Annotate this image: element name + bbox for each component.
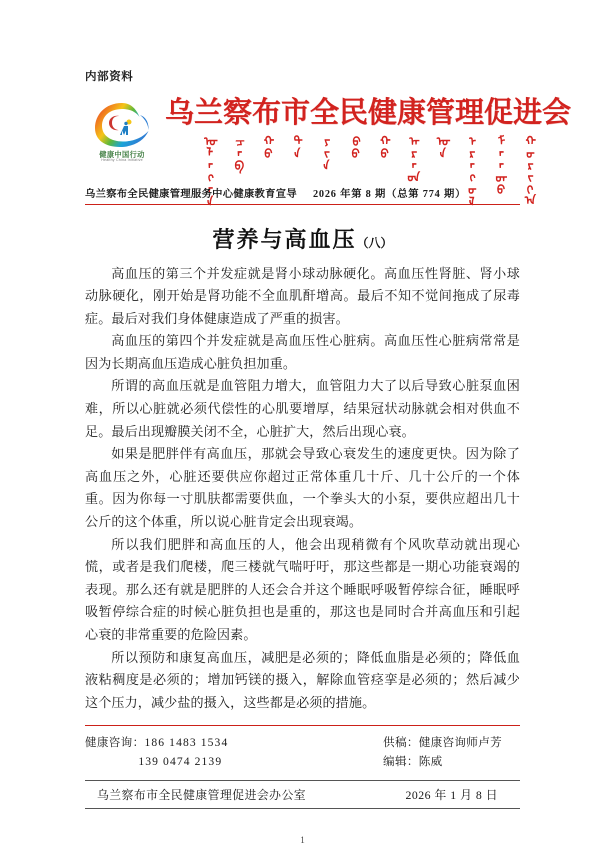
consult-label: 健康咨询：: [85, 736, 145, 750]
contributor-name: 健康咨询师卢芳: [418, 736, 502, 750]
consult-phone-secondary: 139 0474 2139: [138, 755, 223, 769]
mongolian-glyph: ᠠᠷᠠᠳ: [404, 133, 419, 182]
contact-section: [85, 726, 520, 771]
issue-number: 2026 年第 8 期（总第 774 期）: [312, 188, 467, 200]
article-title-main: 营养与高血压: [212, 226, 357, 252]
mongolian-glyph: ᠮᠡᠨᠳᠦ: [491, 133, 506, 194]
contributor-label: 供稿：: [383, 736, 419, 750]
mongolian-glyph: ᠡᠷᠡᠭᠦᠯ: [462, 133, 477, 206]
article-body: [85, 263, 520, 715]
footer-date: 2026 年 1 月 8 日: [405, 788, 498, 803]
consult-phone-primary: 186 1483 1534: [144, 736, 229, 750]
logo-block: [85, 98, 159, 163]
issue-line: [85, 185, 520, 204]
footer-office: 乌兰察布市全民健康管理促进会办公室: [97, 788, 307, 803]
footer-divider-bottom: [85, 808, 520, 809]
mongolian-glyph: ᠪᠦ: [346, 133, 361, 158]
consult-row-secondary: [85, 752, 228, 771]
logo-caption-en: Healthy China Initiative: [101, 157, 143, 162]
editor-label: 编辑：: [383, 755, 419, 769]
footer-bar: [85, 781, 520, 808]
healthy-china-logo-icon: [91, 100, 153, 150]
organization-title: 乌兰察布市全民健康管理促进会: [165, 96, 572, 129]
editor-name: 陈威: [418, 755, 443, 769]
mongolian-glyph: ᠬᠦ: [375, 133, 390, 158]
mongolian-glyph: ᠶᠢᠨ: [317, 133, 332, 170]
contributor-row: [383, 733, 502, 752]
internal-label: 内部资料: [85, 71, 134, 83]
mongolian-glyph: ᠲᠠ: [288, 133, 303, 158]
consultation-column: [85, 733, 228, 771]
article-title-part: （八）: [356, 235, 393, 250]
credits-column: [383, 733, 520, 771]
article-title: [85, 223, 520, 254]
mongolian-glyph: ᠴᠠᠪ: [230, 133, 245, 170]
mongolian-glyph: ᠬᠣᠷᠢᠶ᠎ᠠ: [520, 133, 535, 206]
consult-row-primary: [85, 733, 228, 752]
paragraph: 所谓的高血压就是血管阻力增大，血管阻力大了以后导致心脏泵血困难，所以心脏就必须代偿性的心肌要增厚，结果冠状动脉就会相对供血不足。最后出现瓣膜关闭不全，心脏扩大，然后出现心衰。: [85, 378, 520, 439]
editor-row: [383, 752, 502, 771]
paragraph: 所以预防和康复高血压，减肥是必须的；降低血脂是必须的；降低血液粘稠度是必须的；增加钙镁的摄入，解除血管痉挛是必须的；然后减少这个压力，减少盐的摄入，这些都是必须的措施。: [85, 649, 520, 710]
header-divider: [85, 204, 520, 205]
mongolian-glyph: ᠬᠣ: [259, 133, 274, 158]
logo-caption-cn: 健康中国行动: [99, 149, 145, 159]
paragraph: 高血压的第三个并发症就是肾小球动脉硬化。高血压性肾脏、肾小球动脉硬化，刚开始是肾功能不全血肌酐增高。最后不知不觉间拖成了尿毒症。最后对我们身体健康造成了严重的损害。: [85, 265, 520, 326]
page-number: 1: [300, 835, 305, 846]
mongolian-glyph: ᠤᠨ: [433, 133, 448, 158]
mongolian-glyph: ᠤᠯᠠᠭᠠᠨ: [201, 133, 215, 206]
paragraph: 所以我们肥胖和高血压的人，他会出现稍微有个风吹草动就出现心慌，或者是我们爬楼，爬三楼就气喘吁吁，那这些都是一期心功能衰竭的表现。那么还有就是肥胖的人还会合并这个睡眠呼吸暂停综合征，睡眠呼吸暂停综合症的时候心脏负担也是重的，那这也是同时合并高血压和引起心衰的非常重要的危险因素。: [85, 536, 520, 642]
publisher-text: 乌兰察布全民健康管理服务中心健康教育宣导: [85, 188, 297, 200]
paragraph: 高血压的第四个并发症就是高血压性心脏病。高血压性心脏病常常是因为长期高血压造成心脏负担加重。: [85, 333, 520, 371]
paragraph: 如果是肥胖伴有高血压，那就会导致心衰发生的速度更快。因为除了高血压之外，心脏还要供应你超过正常体重几十斤、几十公斤的一个体重。因为你每一寸肌肤都需要供血，一个拳头大的小泵，要供应超出几十公斤的这个体重，所以说心脏肯定会出现衰竭。: [85, 446, 520, 530]
